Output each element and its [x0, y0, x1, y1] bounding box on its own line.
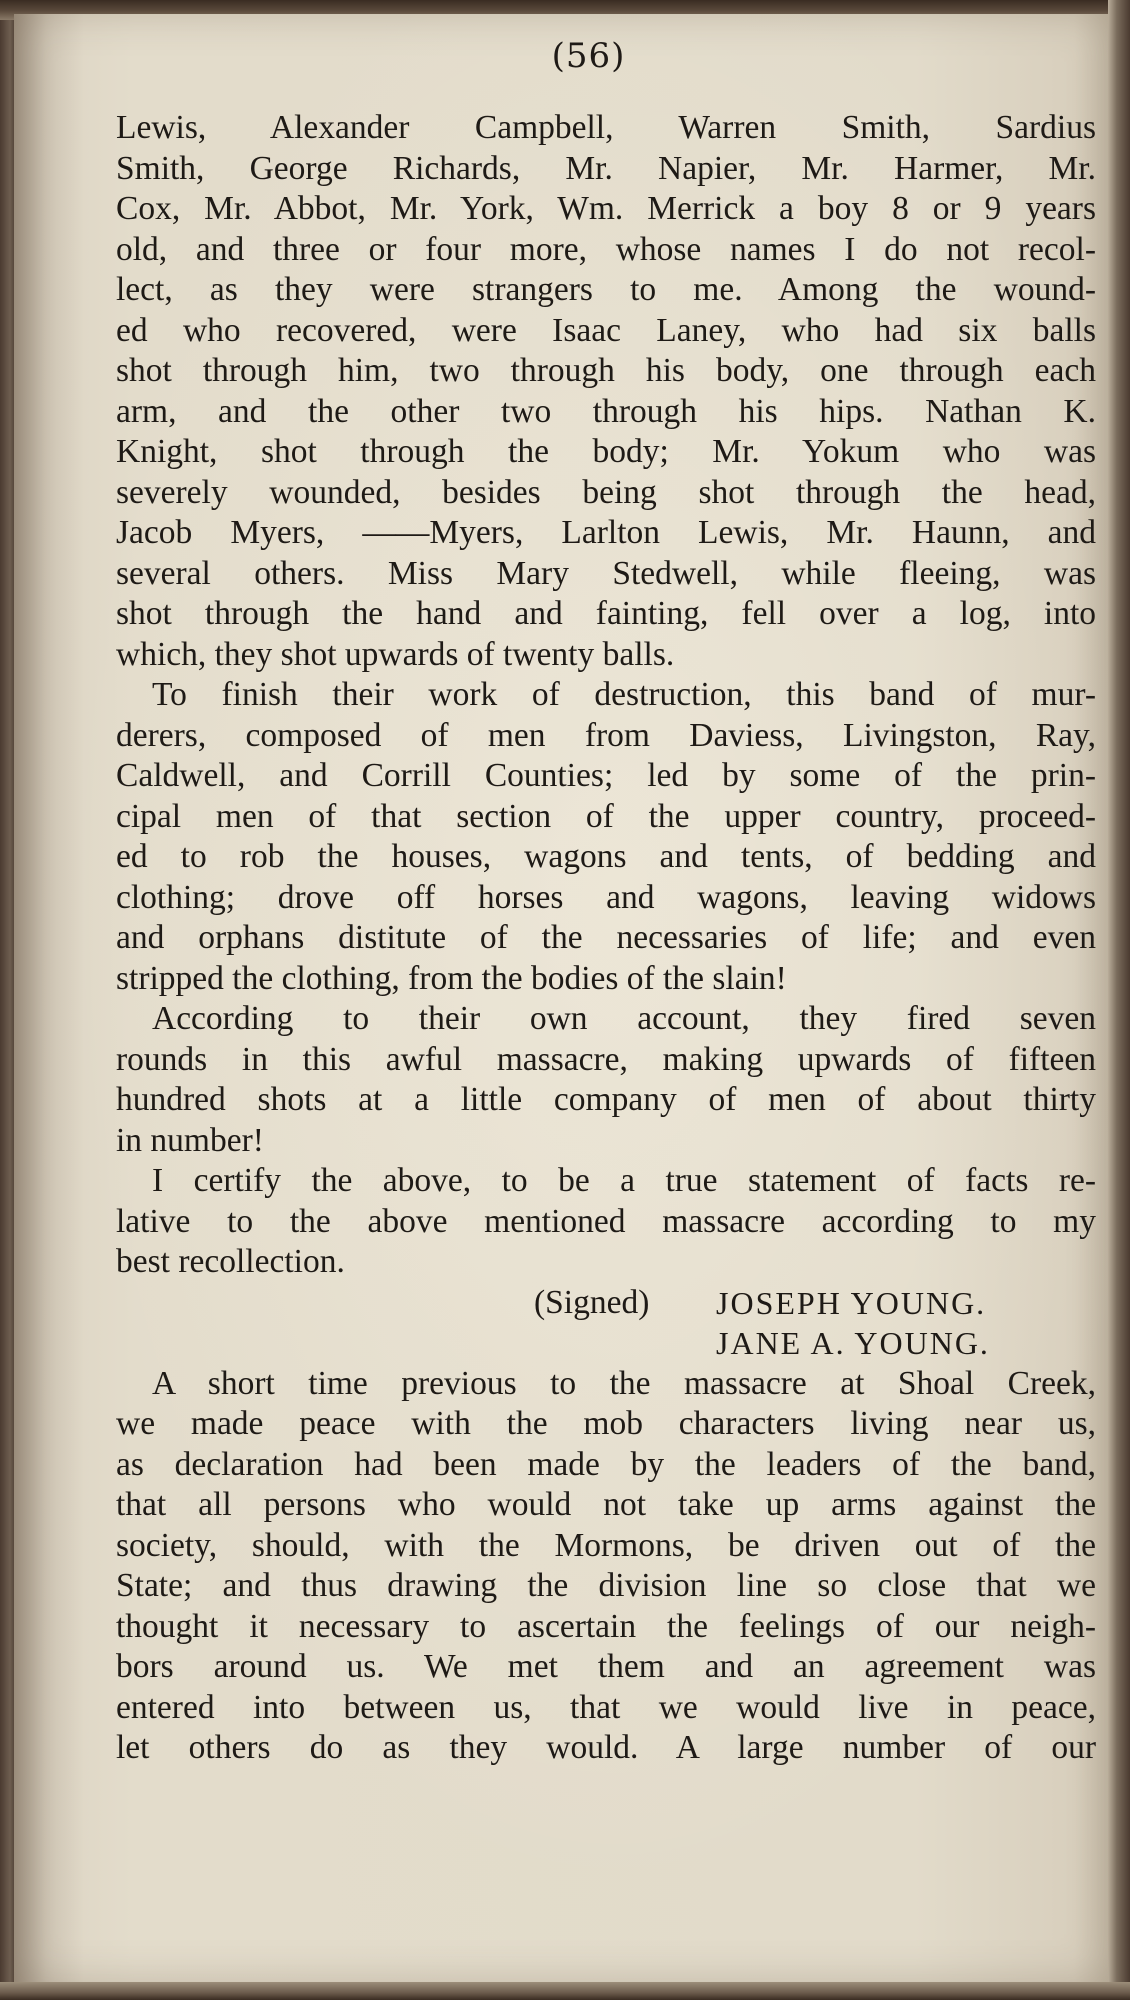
text-line: shot through him, two through his body, one through each [116, 352, 1096, 389]
paragraph-casualty-list [116, 108, 1101, 675]
text-line: To finish their work of destruction, this band of mur- [152, 676, 1096, 713]
text-line: arm, and the other two through his hips. Nathan K. [116, 392, 1096, 430]
signature-row-2 [116, 1323, 1101, 1364]
text-line: rounds in this awful massacre, making upwards of fifteen [116, 1040, 1096, 1078]
book-bottom-edge [0, 1982, 1130, 2000]
signature-block [116, 1283, 1101, 1364]
signed-label: (Signed) [534, 1283, 650, 1321]
text-line: State; and thus drawing the division line so close that we [116, 1567, 1096, 1604]
page-sheet [14, 14, 1108, 1982]
paragraph-peace-agreement [116, 1364, 1101, 1769]
signatory-name: JANE A. YOUNG. [716, 1325, 990, 1361]
text-line: derers, composed of men from Daviess, Livingston, Ray, [116, 716, 1096, 754]
text-line: Knight, shot through the body; Mr. Yokum who was [116, 433, 1096, 470]
text-line: Cox, Mr. Abbot, Mr. York, Wm. Merrick a boy 8 or 9 years [116, 190, 1096, 227]
text-line: best recollection. [116, 1243, 345, 1280]
text-line: which, they shot upwards of twenty balls. [116, 635, 675, 673]
text-line: let others do as they would. A large number of our [116, 1729, 1096, 1766]
text-line: According to their own account, they fired seven [152, 1000, 1096, 1037]
text-line: lative to the above mentioned massacre according to my [116, 1202, 1096, 1240]
book-right-edge [1108, 0, 1130, 2000]
text-line: A short time previous to the massacre at Shoal Creek, [152, 1364, 1096, 1402]
text-line: hundred shots at a little company of men of about thirty [116, 1081, 1096, 1118]
text-line: Lewis, Alexander Campbell, Warren Smith, Sardius [116, 109, 1096, 146]
text-line: Caldwell, and Corrill Counties; led by some of the prin- [116, 757, 1096, 794]
text-line: as declaration had been made by the leaders of the band, [116, 1445, 1096, 1483]
text-line: society, should, with the Mormons, be driven out of the [116, 1526, 1096, 1564]
text-line: clothing; drove off horses and wagons, leaving widows [116, 878, 1096, 916]
text-line: several others. Miss Mary Stedwell, while fleeing, was [116, 554, 1096, 592]
gutter-shadow [14, 14, 84, 1982]
text-line: Jacob Myers, ——Myers, Larlton Lewis, Mr. Haunn, and [116, 514, 1096, 551]
page-text [116, 34, 1101, 1769]
text-line: thought it necessary to ascertain the feelings of our neigh- [116, 1607, 1096, 1645]
text-line: entered into between us, that we would live in peace, [116, 1688, 1096, 1726]
text-line: Smith, George Richards, Mr. Napier, Mr. Harmer, Mr. [116, 149, 1096, 187]
text-line: I certify the above, to be a true statement of facts re- [152, 1162, 1096, 1199]
text-line: old, and three or four more, whose names I do not recol- [116, 230, 1096, 268]
signature-row-1 [116, 1283, 1101, 1324]
text-line: bors around us. We met them and an agreement was [116, 1648, 1096, 1685]
text-line: ed who recovered, were Isaac Laney, who had six balls [116, 311, 1096, 349]
text-line: stripped the clothing, from the bodies of the slain! [116, 959, 787, 997]
text-line: we made peace with the mob characters living near us, [116, 1405, 1096, 1442]
text-line: cipal men of that section of the upper country, proceed- [116, 797, 1096, 835]
text-line: ed to rob the houses, wagons and tents, of bedding and [116, 838, 1096, 875]
page-number: (56) [551, 36, 626, 76]
text-line: in number! [116, 1121, 264, 1159]
text-line: severely wounded, besides being shot through the head, [116, 473, 1096, 511]
text-line: lect, as they were strangers to me. Among the wound- [116, 271, 1096, 308]
signatory-name: JOSEPH YOUNG. [716, 1284, 987, 1321]
text-line: and orphans distitute of the necessaries of life; and even [116, 919, 1096, 956]
paragraph-account [116, 999, 1101, 1161]
text-line: that all persons who would not take up arms against the [116, 1486, 1096, 1523]
paragraph-destruction [116, 675, 1101, 999]
paragraph-certification [116, 1161, 1101, 1283]
text-line: shot through the hand and fainting, fell over a log, into [116, 595, 1096, 632]
